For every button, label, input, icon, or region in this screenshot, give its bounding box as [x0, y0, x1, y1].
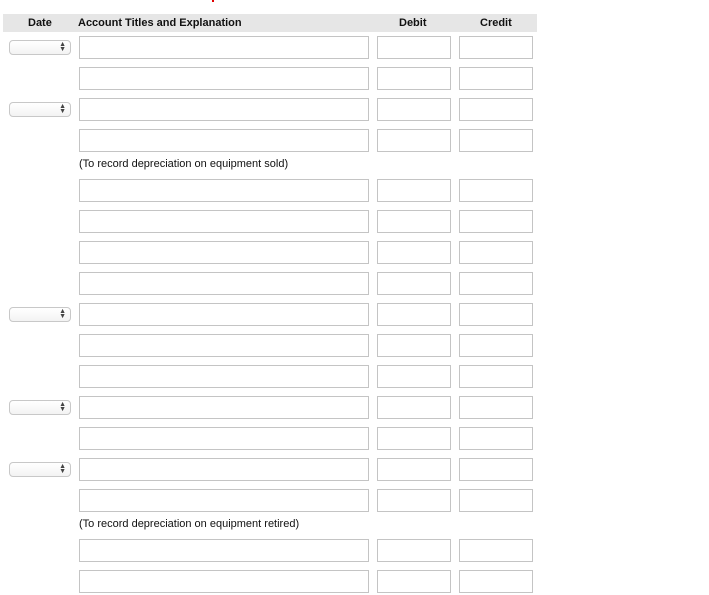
debit-input-9[interactable] [377, 303, 451, 326]
credit-input-17[interactable] [459, 570, 533, 593]
date-select-1[interactable] [9, 40, 71, 55]
debit-input-17[interactable] [377, 570, 451, 593]
credit-input-1[interactable] [459, 36, 533, 59]
debit-input-14[interactable] [377, 458, 451, 481]
account-input-9[interactable] [79, 303, 369, 326]
credit-input-9[interactable] [459, 303, 533, 326]
account-input-16[interactable] [79, 539, 369, 562]
credit-input-7[interactable] [459, 241, 533, 264]
credit-input-10[interactable] [459, 334, 533, 357]
account-input-14[interactable] [79, 458, 369, 481]
account-input-2[interactable] [79, 67, 369, 90]
header-date: Date [28, 17, 52, 29]
account-input-8[interactable] [79, 272, 369, 295]
debit-input-1[interactable] [377, 36, 451, 59]
debit-input-15[interactable] [377, 489, 451, 512]
credit-input-16[interactable] [459, 539, 533, 562]
debit-input-7[interactable] [377, 241, 451, 264]
credit-input-5[interactable] [459, 179, 533, 202]
credit-input-6[interactable] [459, 210, 533, 233]
debit-input-2[interactable] [377, 67, 451, 90]
date-select-2[interactable] [9, 102, 71, 117]
debit-input-11[interactable] [377, 365, 451, 388]
header-account-titles: Account Titles and Explanation [78, 17, 242, 29]
select-arrows-icon: ▲ ▼ [59, 463, 66, 475]
select-arrows-icon: ▲ ▼ [59, 401, 66, 413]
credit-input-14[interactable] [459, 458, 533, 481]
red-mark [212, 0, 214, 2]
debit-input-16[interactable] [377, 539, 451, 562]
header-credit: Credit [480, 17, 512, 29]
table-header [3, 14, 537, 32]
select-arrows-icon: ▲ ▼ [59, 308, 66, 320]
account-input-1[interactable] [79, 36, 369, 59]
account-input-4[interactable] [79, 129, 369, 152]
account-input-3[interactable] [79, 98, 369, 121]
account-input-6[interactable] [79, 210, 369, 233]
account-input-10[interactable] [79, 334, 369, 357]
account-input-11[interactable] [79, 365, 369, 388]
credit-input-8[interactable] [459, 272, 533, 295]
select-arrows-icon: ▲ ▼ [59, 41, 66, 53]
debit-input-12[interactable] [377, 396, 451, 419]
note-depreciation-retired: (To record depreciation on equipment retired) [79, 518, 300, 530]
account-input-12[interactable] [79, 396, 369, 419]
credit-input-13[interactable] [459, 427, 533, 450]
account-input-15[interactable] [79, 489, 369, 512]
date-select-3[interactable] [9, 307, 71, 322]
account-input-13[interactable] [79, 427, 369, 450]
credit-input-2[interactable] [459, 67, 533, 90]
debit-input-10[interactable] [377, 334, 451, 357]
date-select-4[interactable] [9, 400, 71, 415]
select-arrows-icon: ▲ ▼ [59, 103, 66, 115]
debit-input-5[interactable] [377, 179, 451, 202]
debit-input-13[interactable] [377, 427, 451, 450]
debit-input-4[interactable] [377, 129, 451, 152]
credit-input-12[interactable] [459, 396, 533, 419]
debit-input-8[interactable] [377, 272, 451, 295]
debit-input-3[interactable] [377, 98, 451, 121]
account-input-5[interactable] [79, 179, 369, 202]
note-depreciation-sold: (To record depreciation on equipment sold) [79, 158, 289, 170]
credit-input-3[interactable] [459, 98, 533, 121]
credit-input-11[interactable] [459, 365, 533, 388]
debit-input-6[interactable] [377, 210, 451, 233]
header-debit: Debit [399, 17, 427, 29]
date-select-5[interactable] [9, 462, 71, 477]
credit-input-15[interactable] [459, 489, 533, 512]
account-input-7[interactable] [79, 241, 369, 264]
account-input-17[interactable] [79, 570, 369, 593]
credit-input-4[interactable] [459, 129, 533, 152]
